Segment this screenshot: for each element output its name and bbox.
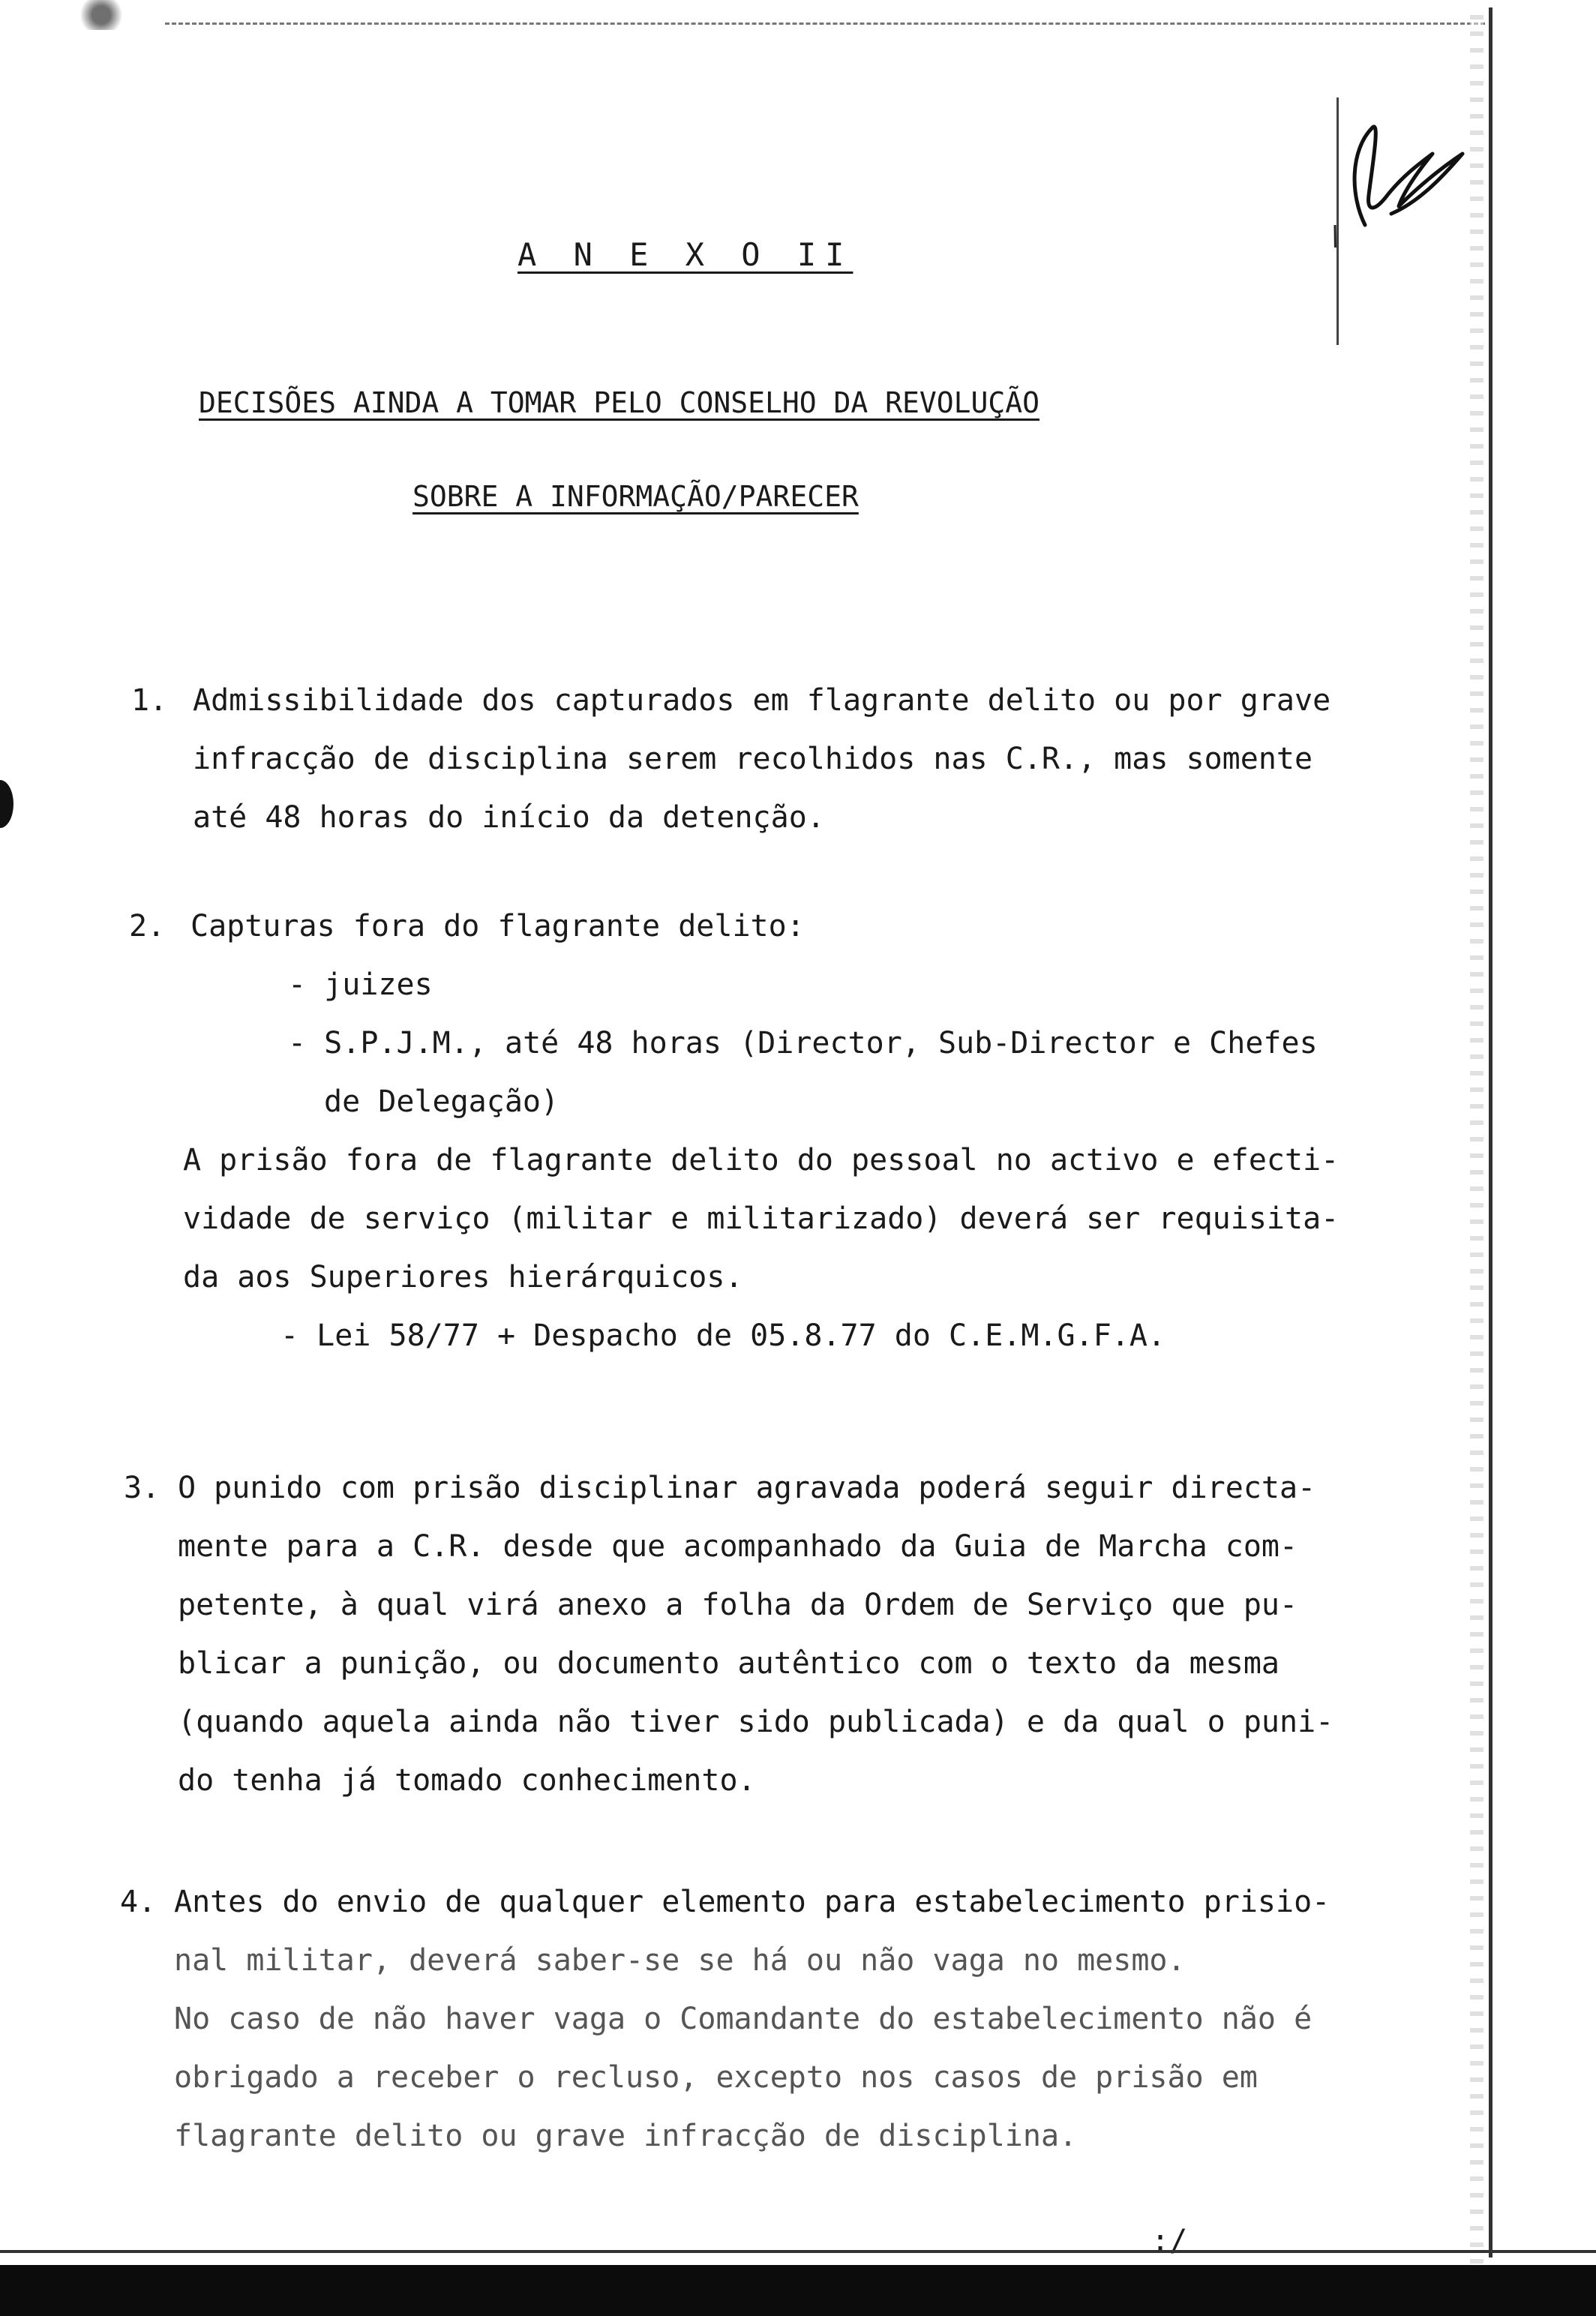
item-line: mente para a C.R. desde que acompanhado da Guia de Marcha com-	[178, 1529, 1298, 1564]
item-line: até 48 horas do início da detenção.	[193, 800, 825, 835]
punch-hole	[0, 780, 14, 828]
subtitle-line-1: DECISÕES AINDA A TOMAR PELO CONSELHO DA REVOLUÇÃO	[199, 386, 1040, 419]
item-line: flagrante delito ou grave infracção de disciplina.	[174, 2119, 1078, 2153]
item-number: 4.	[120, 1885, 157, 1919]
item-number: 2.	[129, 909, 166, 944]
item-paragraph-line: A prisão fora de flagrante delito do pessoal no activo e efecti-	[183, 1143, 1340, 1178]
item-line: (quando aquela ainda não tiver sido publicada) e da qual o puni-	[178, 1705, 1334, 1739]
item-intro: Capturas fora do flagrante delito:	[190, 909, 805, 944]
item-paragraph-line: da aos Superiores hierárquicos.	[183, 1260, 743, 1294]
corner-smudge	[75, 0, 128, 30]
item-bullet: - S.P.J.M., até 48 horas (Director, Sub-Director e Chefes	[288, 1026, 1318, 1060]
scan-right-noise	[1470, 15, 1484, 2265]
item-line: No caso de não haver vaga o Comandante do estabelecimento não é	[174, 2002, 1312, 2036]
item-2	[129, 897, 1449, 1365]
item-3	[124, 1459, 1459, 1810]
item-number: 3.	[124, 1471, 160, 1505]
item-line: Admissibilidade dos capturados em flagrante delito ou por grave	[193, 683, 1331, 718]
scan-top-edge	[165, 22, 1485, 25]
item-line: obrigado a receber o recluso, excepto nos casos de prisão em	[174, 2060, 1258, 2095]
scan-bottom-band	[0, 2265, 1596, 2316]
item-line: Antes do envio de qualquer elemento para estabelecimento prisio-	[174, 1885, 1330, 1919]
continuation-mark: :/	[1151, 2224, 1188, 2258]
scan-right-edge	[1489, 8, 1492, 2258]
scan-bottom-rule	[0, 2250, 1596, 2253]
item-1	[131, 671, 1436, 847]
item-line: infracção de disciplina serem recolhidos nas C.R., mas somente	[193, 742, 1313, 776]
item-bullet: - juizes	[288, 968, 433, 1002]
item-line: nal militar, deverá saber-se se há ou não vaga no mesmo.	[174, 1943, 1186, 1978]
item-bullet-continuation: de Delegação)	[324, 1084, 560, 1119]
handwritten-initial-signature	[1320, 82, 1470, 248]
item-line: do tenha já tomado conhecimento.	[178, 1763, 756, 1798]
annex-title: A N E X O II	[518, 236, 854, 273]
item-paragraph-line: vidade de serviço (militar e militarizado) deverá ser requisita-	[183, 1202, 1340, 1236]
item-line: O punido com prisão disciplinar agravada poderá seguir directa-	[178, 1471, 1316, 1505]
law-reference: - Lei 58/77 + Despacho de 05.8.77 do C.E.M.G.F.A.	[280, 1318, 1166, 1353]
item-line: blicar a punição, ou documento autêntico com o texto da mesma	[178, 1646, 1280, 1681]
item-number: 1.	[131, 683, 168, 718]
item-line: petente, à qual virá anexo a folha da Ordem de Serviço que pu-	[178, 1588, 1298, 1622]
subtitle-line-2: SOBRE A INFORMAÇÃO/PARECER	[412, 480, 859, 513]
item-4	[120, 1873, 1462, 2165]
